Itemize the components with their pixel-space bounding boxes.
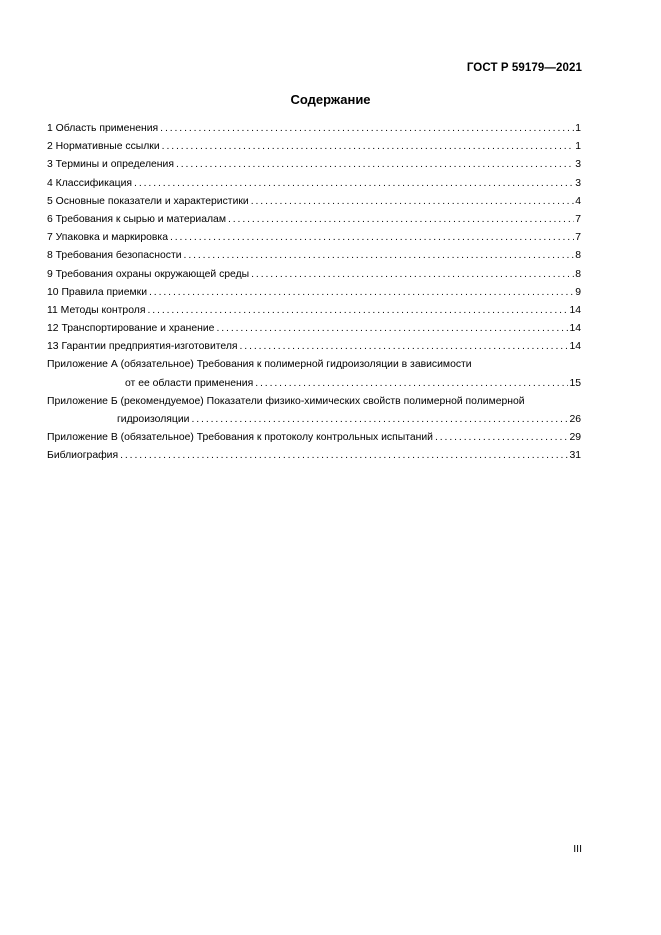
toc-entry-page: 14 [569,341,581,353]
toc-entry-text: 8 Требования безопасности [47,250,182,262]
toc-entry-text: от ее области применения [125,377,254,389]
toc-entry-page: 15 [569,377,581,389]
toc-leader-dots [134,175,574,193]
toc-entry-text: 6 Требования к сырью и материалам [47,213,226,225]
toc-leader-dots [184,247,575,265]
toc-entry-page: 31 [569,450,581,462]
toc-leader-dots [120,447,568,465]
toc-entry[interactable] [47,193,581,211]
toc-leader-dots [170,229,574,247]
toc-entry-text: 11 Методы контроля [47,304,146,316]
toc-entry[interactable] [47,120,581,138]
toc-entry[interactable] [47,266,581,284]
toc-entry-text: Приложение В (обязательное) Требования к протоколу контрольных испытаний [47,432,433,444]
toc-entry-text: 13 Гарантии предприятия-изготовителя [47,341,238,353]
toc-leader-dots [216,320,568,338]
toc-entry-page: 14 [569,323,581,335]
toc-entry-text: 2 Нормативные ссылки [47,141,160,153]
toc-entry[interactable] [47,211,581,229]
toc-entry-text: 7 Упаковка и маркировка [47,232,168,244]
toc-leader-dots [240,338,569,356]
toc-leader-dots [191,411,568,429]
toc-entry-page: 8 [575,268,581,280]
toc-leader-dots [251,266,574,284]
toc-entry-page: 9 [575,286,581,298]
toc-entry-page: 26 [569,414,581,425]
toc-entry-page: 7 [575,232,581,244]
toc-entry[interactable] [47,320,581,338]
toc-appendix-a[interactable] [47,375,581,393]
page-number: III [573,843,582,855]
toc-entry-page: 3 [575,177,581,189]
toc-appendix-b[interactable] [47,411,581,429]
toc-title: Содержание [290,92,371,107]
toc-entry-page: 1 [575,123,581,134]
toc-appendix-v[interactable] [47,429,581,447]
toc-entry-text: 3 Термины и определения [47,159,174,171]
toc-leader-dots [176,156,574,174]
toc-entry[interactable] [47,338,581,356]
toc-entry[interactable] [47,302,581,320]
toc-leader-dots [160,120,574,138]
toc-leader-dots [228,211,574,229]
toc-leader-dots [255,375,568,393]
toc-entry[interactable] [47,229,581,247]
toc-entry-page: 7 [575,213,581,225]
toc-entry-text: 5 Основные показатели и характеристики [47,195,249,207]
toc-entry-text: 12 Транспортирование и хранение [47,323,215,335]
toc-entry-text: 9 Требования охраны окружающей среды [47,268,250,280]
toc-entry-text: 4 Классификация [47,177,133,189]
toc-leader-dots [435,429,568,447]
toc-entry-page: 4 [575,195,581,207]
toc-entry[interactable] [47,247,581,265]
toc-leader-dots [251,193,575,211]
toc-entry[interactable] [47,138,581,156]
toc-entry-page: 3 [575,159,581,171]
toc-appendix-a-line1[interactable]: Приложение А (обязательное) Требования к полимерной гидроизоляции в зависимости [47,359,472,371]
toc-entry[interactable] [47,175,581,193]
toc-entry-text: Библиография [47,450,119,462]
table-of-contents [47,120,581,466]
toc-leader-dots [147,302,568,320]
toc-entry[interactable] [47,284,581,302]
toc-entry[interactable] [47,156,581,174]
toc-entry-page: 8 [575,250,581,262]
toc-entry-page: 1 [575,141,581,153]
toc-appendix-b-line1[interactable]: Приложение Б (рекомендуемое) Показатели физико-химических свойств полимерной полимерной [47,395,525,407]
toc-entry-page: 14 [569,304,581,316]
toc-entry-text: 10 Правила приемки [47,286,148,298]
toc-leader-dots [162,138,575,156]
toc-entry-text: 1 Область применения [47,123,159,134]
toc-entry-text: гидроизоляции [117,414,190,425]
toc-entry-page: 29 [569,432,581,444]
toc-leader-dots [149,284,574,302]
document-id: ГОСТ Р 59179—2021 [466,62,582,74]
toc-bibliography[interactable] [47,447,581,465]
